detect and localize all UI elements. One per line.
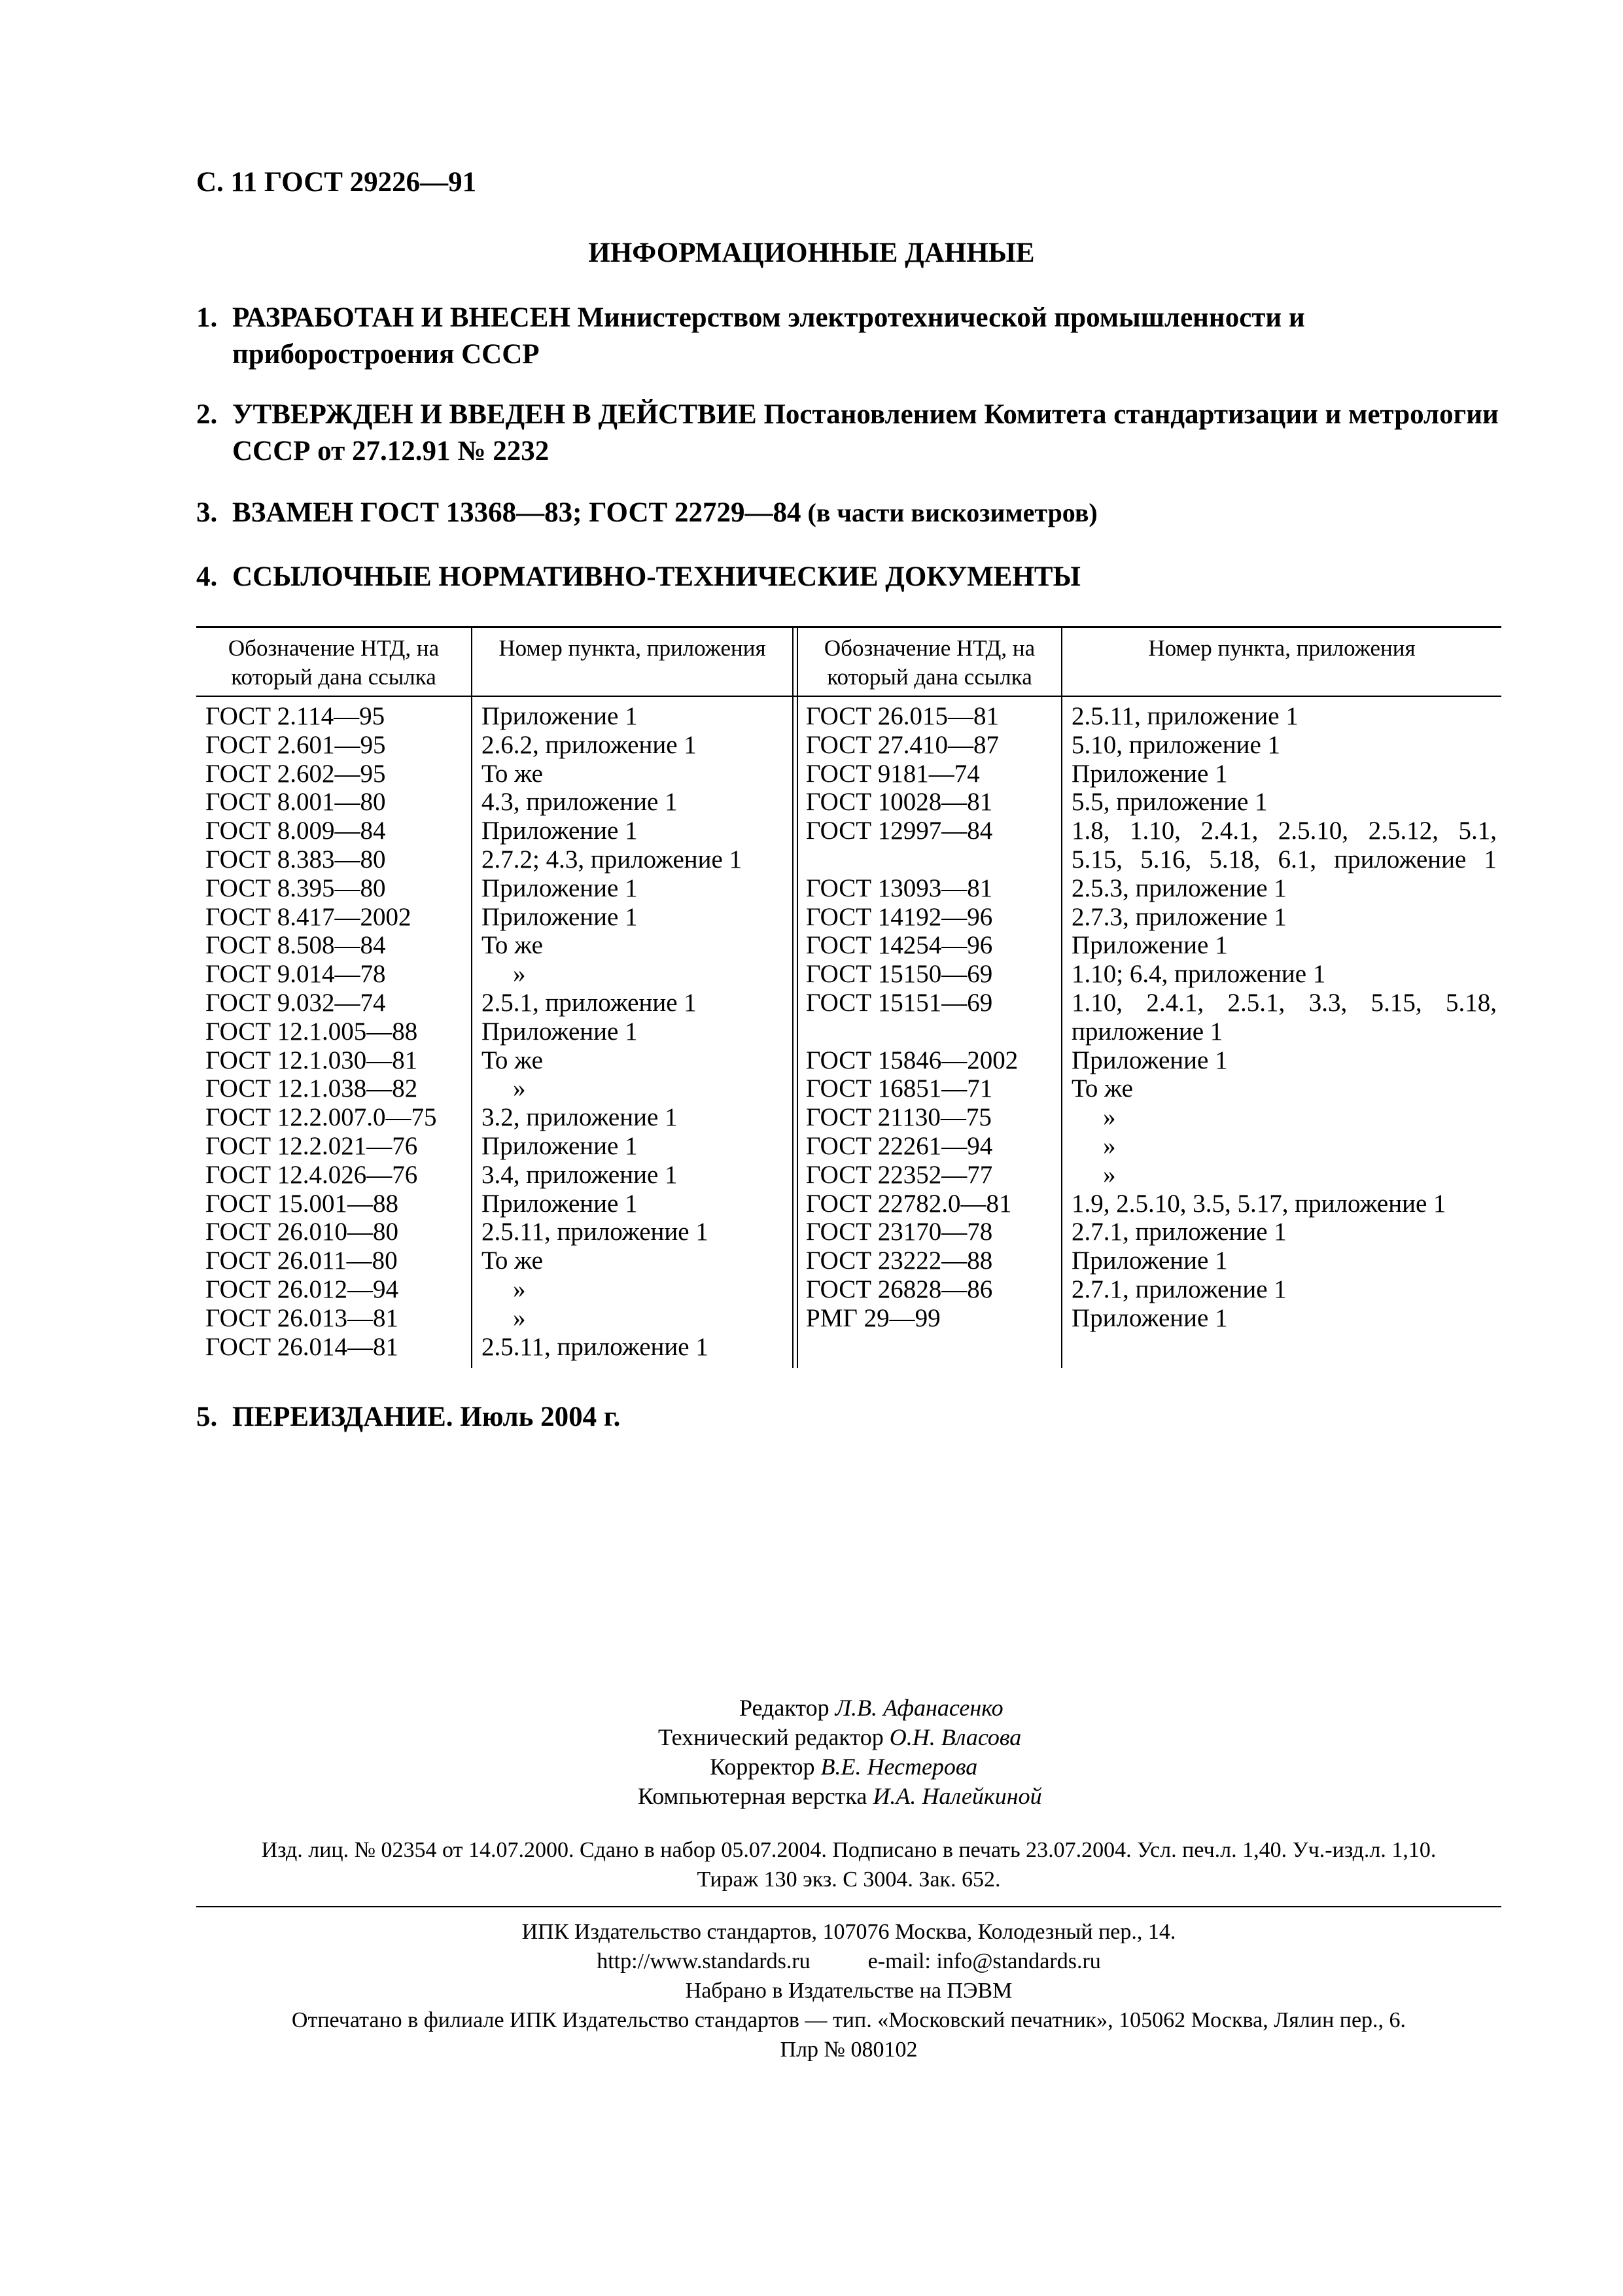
table-cell: ГОСТ 26.014—81 <box>205 1332 399 1361</box>
column-header: Номер пункта, приложения <box>1148 635 1416 661</box>
info-item-5 <box>196 1399 1501 1436</box>
table-cell: ГОСТ 23170—78 <box>806 1218 993 1246</box>
column-header: Номер пункта, приложения <box>498 635 766 661</box>
table-cell: Приложение 1 <box>481 1131 638 1160</box>
table-cell: То же <box>481 931 543 960</box>
table-cell: ГОСТ 26.011—80 <box>205 1246 398 1275</box>
table-cell: Приложение 1 <box>481 874 638 902</box>
item-number: 5. <box>196 1402 218 1432</box>
references-table <box>196 626 1501 1368</box>
table-cell: То же <box>1072 1074 1133 1103</box>
table-cell: » <box>1103 1103 1116 1132</box>
table-cell: То же <box>481 759 543 788</box>
table-cell: ГОСТ 8.395—80 <box>205 874 386 902</box>
column-divider <box>471 626 472 1368</box>
table-cell: Приложение 1 <box>481 817 638 845</box>
table-cell: Приложение 1 <box>481 1189 638 1218</box>
column-divider-double <box>797 626 798 1368</box>
item-number: 3. <box>196 497 218 528</box>
table-cell <box>806 1017 1058 1046</box>
table-cell: ГОСТ 22782.0—81 <box>806 1189 1012 1218</box>
right-refs-column <box>1072 702 1497 1333</box>
table-cell: 2.7.2; 4.3, приложение 1 <box>481 845 742 874</box>
table-cell: ГОСТ 22352—77 <box>806 1160 993 1189</box>
publisher-email[interactable]: e-mail: info@standards.ru <box>867 1949 1101 1973</box>
table-cell: ГОСТ 8.508—84 <box>205 931 386 960</box>
table-cell: ГОСТ 26.010—80 <box>205 1218 399 1246</box>
table-cell: » <box>1103 1131 1116 1160</box>
item-lead: ССЫЛОЧНЫЕ НОРМАТИВНО-ТЕХНИЧЕСКИЕ ДОКУМЕНТЫ <box>232 561 1081 592</box>
table-cell: ГОСТ 15.001—88 <box>205 1189 399 1218</box>
table-cell: ГОСТ 21130—75 <box>806 1103 992 1132</box>
table-cell: ГОСТ 8.009—84 <box>205 817 386 845</box>
imprint-divider <box>196 1906 1501 1907</box>
item-text: Постановлением Комитета стандартизации и метрологии СССР от 27.12.91 № 2232 <box>232 399 1499 467</box>
table-cell: ГОСТ 2.601—95 <box>205 730 386 759</box>
table-cell: ГОСТ 23222—88 <box>806 1246 993 1275</box>
table-cell: 5.10, приложение 1 <box>1072 730 1281 759</box>
publisher-website[interactable]: http://www.standards.ru <box>597 1949 811 1973</box>
table-cell: ГОСТ 12.1.030—81 <box>205 1046 418 1074</box>
item-number: 4. <box>196 561 218 592</box>
table-cell: 2.7.1, приложение 1 <box>1072 1275 1287 1303</box>
table-cell: 1.8, 1.10, 2.4.1, 2.5.10, 2.5.12, 5.1, <box>1072 817 1497 845</box>
page-title: ИНФОРМАЦИОННЫЕ ДАННЫЕ <box>588 238 1035 268</box>
table-cell: ГОСТ 12997—84 <box>806 817 993 845</box>
info-item-2 <box>196 397 1501 470</box>
left-refs-column <box>481 702 789 1361</box>
column-divider-double <box>792 626 794 1368</box>
table-cell: ГОСТ 8.001—80 <box>205 788 386 817</box>
table-cell: 5.15, 5.16, 5.18, 6.1, приложение 1 <box>1072 845 1497 874</box>
table-cell: ГОСТ 9.014—78 <box>205 960 386 989</box>
table-cell: 2.5.11, приложение 1 <box>481 1332 708 1361</box>
credit-layout: Компьютерная верстка И.А. Налейкиной <box>638 1783 1042 1809</box>
table-cell: Приложение 1 <box>1072 931 1228 960</box>
table-cell: ГОСТ 12.4.026—76 <box>205 1160 418 1189</box>
table-cell: ГОСТ 8.417—2002 <box>205 902 411 931</box>
column-divider <box>1061 626 1062 1368</box>
table-cell: 1.10, 2.4.1, 2.5.1, 3.3, 5.15, 5.18, <box>1072 988 1497 1017</box>
table-cell: ГОСТ 14254—96 <box>806 931 993 960</box>
table-cell: Приложение 1 <box>1072 1303 1228 1332</box>
table-cell: 2.6.2, приложение 1 <box>481 730 697 759</box>
info-item-4 <box>196 559 1501 595</box>
table-cell: ГОСТ 26828—86 <box>806 1275 993 1303</box>
table-cell: 2.5.11, приложение 1 <box>1072 702 1299 730</box>
table-cell: ГОСТ 12.2.007.0—75 <box>205 1103 437 1132</box>
table-cell: РМГ 29—99 <box>806 1303 941 1332</box>
table-cell: То же <box>481 1046 543 1074</box>
table-cell: 2.5.11, приложение 1 <box>481 1218 708 1246</box>
column-header: Обозначение НТД, на который дана ссылка <box>228 635 440 690</box>
credit-corrector: Корректор В.Е. Нестерова <box>710 1754 978 1780</box>
table-header-rule <box>196 696 1501 697</box>
imprint-line-2: Тираж 130 экз. С 3004. Зак. 652. <box>697 1867 1001 1892</box>
table-cell: ГОСТ 12.1.038—82 <box>205 1074 418 1103</box>
item-number: 2. <box>196 399 218 430</box>
table-cell: ГОСТ 26.015—81 <box>806 702 1000 730</box>
column-header: Обозначение НТД, на который дана ссылка <box>824 635 1036 690</box>
item-lead: РАЗРАБОТАН И ВНЕСЕН <box>232 302 570 333</box>
table-cell: 1.9, 2.5.10, 3.5, 5.17, приложение 1 <box>1072 1189 1446 1218</box>
table-cell: ГОСТ 27.410—87 <box>806 730 1000 759</box>
info-item-3 <box>196 495 1501 531</box>
table-cell: 3.2, приложение 1 <box>481 1103 678 1132</box>
table-cell: ГОСТ 2.602—95 <box>205 759 386 788</box>
publisher-contacts <box>196 1947 1501 1976</box>
table-cell: 5.5, приложение 1 <box>1072 788 1268 817</box>
table-cell: ГОСТ 12.1.005—88 <box>205 1017 418 1046</box>
table-cell: ГОСТ 26.012—94 <box>205 1275 399 1303</box>
table-cell: приложение 1 <box>1072 1017 1223 1046</box>
table-cell: ГОСТ 15151—69 <box>806 988 993 1017</box>
table-cell: ГОСТ 9181—74 <box>806 759 980 788</box>
table-cell: 2.7.3, приложение 1 <box>1072 902 1287 931</box>
table-cell: Приложение 1 <box>1072 759 1228 788</box>
item-number: 1. <box>196 302 218 333</box>
table-cell: 4.3, приложение 1 <box>481 788 678 817</box>
right-docs-column <box>806 702 1058 1333</box>
table-cell: Приложение 1 <box>481 902 638 931</box>
table-cell: ГОСТ 10028—81 <box>806 788 993 817</box>
table-cell: » <box>513 1275 526 1303</box>
item-text: ПЕРЕИЗДАНИЕ. Июль 2004 г. <box>232 1402 621 1432</box>
table-cell: 2.5.3, приложение 1 <box>1072 874 1287 902</box>
table-cell: Приложение 1 <box>481 702 638 730</box>
publisher-line-4: Отпечатано в филиале ИПК Издательство стандартов — тип. «Московский печатник», 105062 Москва, Лялин пер., 6. <box>291 2008 1406 2032</box>
info-item-1 <box>196 300 1501 373</box>
page-header: С. 11 ГОСТ 29226—91 <box>196 167 477 198</box>
table-cell <box>806 845 1058 874</box>
table-cell: 3.4, приложение 1 <box>481 1160 678 1189</box>
table-cell: ГОСТ 2.114—95 <box>205 702 385 730</box>
table-top-rule <box>196 626 1501 628</box>
left-docs-column <box>205 702 467 1361</box>
table-cell: То же <box>481 1246 543 1275</box>
credit-editor: Редактор Л.В. Афанасенко <box>739 1695 1003 1721</box>
table-cell: ГОСТ 26.013—81 <box>205 1303 399 1332</box>
imprint-line-1: Изд. лиц. № 02354 от 14.07.2000. Сдано в набор 05.07.2004. Подписано в печать 23.07.2004. Усл. печ.л. 1,40. Уч.-изд.л. 1,10. <box>261 1838 1437 1862</box>
table-cell: ГОСТ 8.383—80 <box>205 845 386 874</box>
item-lead: УТВЕРЖДЕН И ВВЕДЕН В ДЕЙСТВИЕ <box>232 399 757 430</box>
table-cell: Приложение 1 <box>1072 1246 1228 1275</box>
table-cell: Приложение 1 <box>481 1017 638 1046</box>
publisher-line-1: ИПК Издательство стандартов, 107076 Москва, Колодезный пер., 14. <box>521 1920 1176 1944</box>
credit-tech-editor: Технический редактор О.Н. Власова <box>658 1724 1022 1750</box>
table-cell: ГОСТ 15150—69 <box>806 960 993 989</box>
item-text: (в части вискозиметров) <box>801 498 1098 527</box>
table-cell: ГОСТ 13093—81 <box>806 874 993 902</box>
publisher-line-3: Набрано в Издательстве на ПЭВМ <box>685 1979 1013 2003</box>
table-cell: 2.7.1, приложение 1 <box>1072 1218 1287 1246</box>
table-cell: ГОСТ 14192—96 <box>806 902 993 931</box>
table-cell: » <box>513 1074 526 1103</box>
table-cell: » <box>513 1303 526 1332</box>
publisher-line-5: Плр № 080102 <box>780 2038 918 2062</box>
table-cell: Приложение 1 <box>1072 1046 1228 1074</box>
table-cell: » <box>1103 1160 1116 1189</box>
table-cell: ГОСТ 12.2.021—76 <box>205 1131 418 1160</box>
table-cell: 2.5.1, приложение 1 <box>481 988 697 1017</box>
table-cell: » <box>513 960 526 989</box>
item-lead: ВЗАМЕН ГОСТ 13368—83; ГОСТ 22729—84 <box>232 497 801 528</box>
table-cell: ГОСТ 9.032—74 <box>205 988 386 1017</box>
item-text: Министерством электротехнической промышленности и приборостроения СССР <box>232 302 1305 370</box>
table-cell: ГОСТ 16851—71 <box>806 1074 993 1103</box>
table-cell: 1.10; 6.4, приложение 1 <box>1072 960 1326 989</box>
table-cell: ГОСТ 15846—2002 <box>806 1046 1019 1074</box>
table-cell: ГОСТ 22261—94 <box>806 1131 993 1160</box>
